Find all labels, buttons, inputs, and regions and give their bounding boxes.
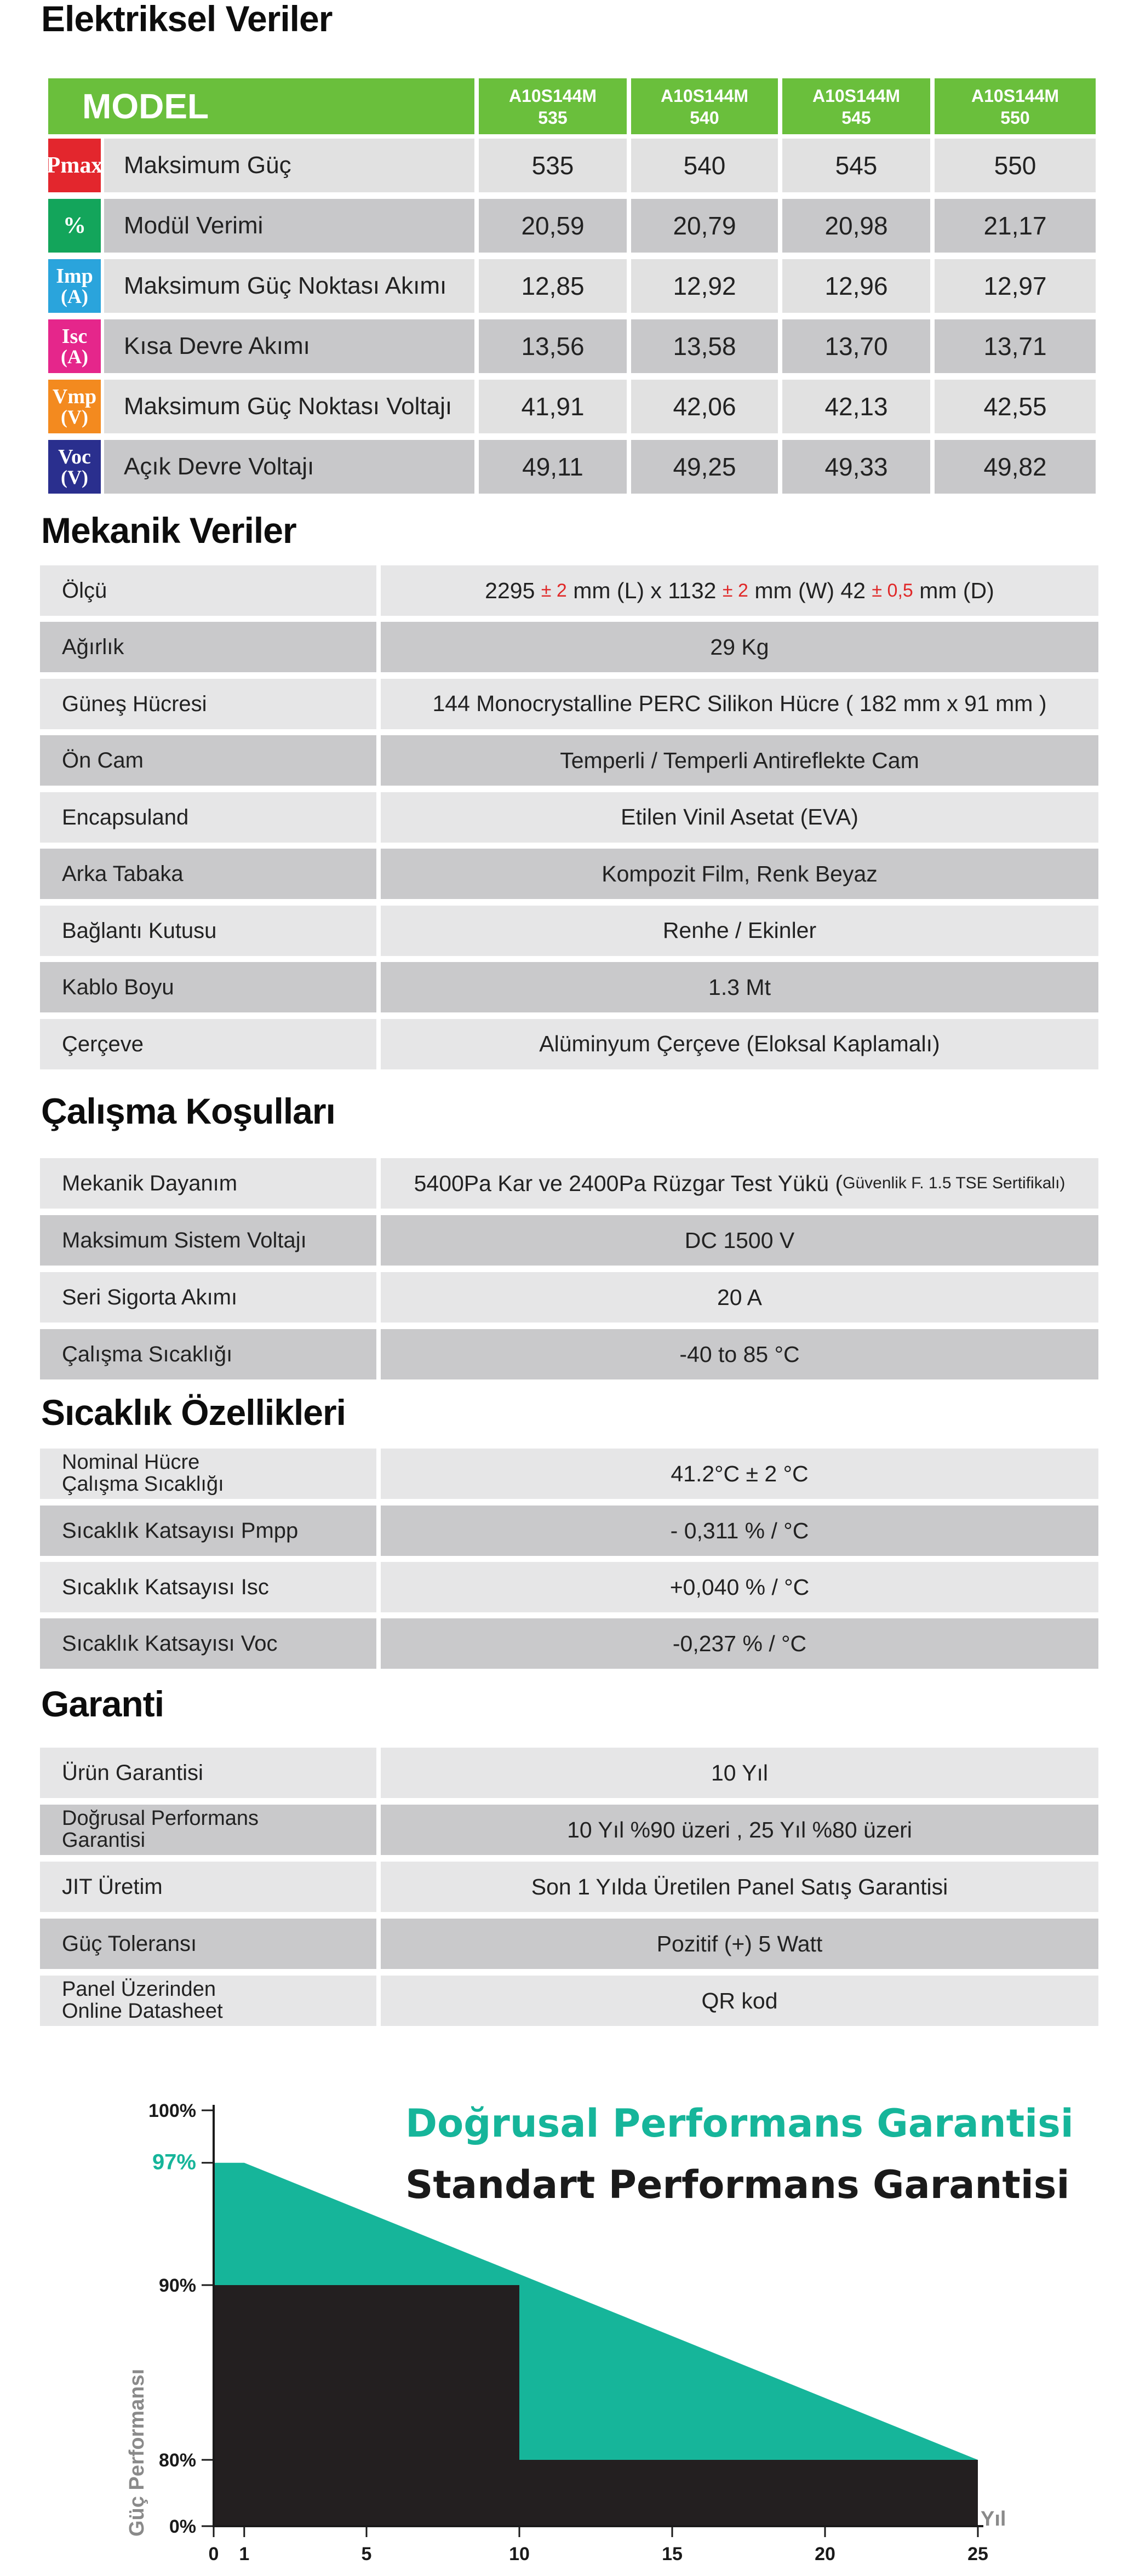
spec-label xyxy=(40,1976,376,2026)
model-name: A10S144M xyxy=(971,86,1059,106)
spec-label: Bağlantı Kutusu xyxy=(40,906,376,956)
temperature-heading: Sıcaklık Özellikleri xyxy=(41,1392,346,1433)
noct-row xyxy=(40,1449,1098,1499)
parameter-value: 20,98 xyxy=(782,199,930,253)
code-unit: (V) xyxy=(61,466,88,488)
label-line: Garantisi xyxy=(62,1829,146,1852)
spec-row xyxy=(40,735,1098,786)
spec-label: Arka Tabaka xyxy=(40,849,376,899)
x-tick-label: 0 xyxy=(208,2544,219,2564)
spec-value: +0,040 % / °C xyxy=(381,1562,1098,1612)
model-col-545 xyxy=(782,78,930,134)
spec-value: Alüminyum Çerçeve (Eloksal Kaplamalı) xyxy=(381,1019,1098,1069)
chart-subtitle: Standart Performans Garantisi xyxy=(405,2162,1070,2207)
spec-label: Seri Sigorta Akımı xyxy=(40,1272,376,1323)
parameter-value: 49,25 xyxy=(631,440,778,494)
spec-label: Kablo Boyu xyxy=(40,962,376,1012)
model-col-535 xyxy=(479,78,627,134)
parameter-value: 13,56 xyxy=(479,319,627,373)
length-value: 2295 xyxy=(485,577,535,603)
x-tick-label: 10 xyxy=(509,2544,530,2564)
y-tick-label: 0% xyxy=(169,2516,196,2537)
parameter-value: 49,82 xyxy=(935,440,1096,494)
spec-label: Ön Cam xyxy=(40,735,376,786)
spec-label: Maksimum Sistem Voltajı xyxy=(40,1215,376,1266)
spec-row xyxy=(40,1505,1098,1556)
width-tolerance: ± 2 xyxy=(722,580,748,601)
spec-label: Güneş Hücresi xyxy=(40,679,376,729)
model-power: 545 xyxy=(841,108,871,128)
spec-value: Etilen Vinil Asetat (EVA) xyxy=(381,792,1098,843)
y-axis-label: Güç Performansı xyxy=(125,2368,148,2537)
spec-value: Renhe / Ekinler xyxy=(381,906,1098,956)
parameter-value: 550 xyxy=(935,139,1096,192)
model-name: A10S144M xyxy=(812,86,901,106)
parameter-value: 540 xyxy=(631,139,778,192)
parameter-value: 41,91 xyxy=(479,380,627,433)
electrical-row xyxy=(48,319,1096,373)
code-symbol: Vmp xyxy=(52,385,97,408)
x-tick-label: 20 xyxy=(815,2544,835,2564)
electrical-row xyxy=(48,199,1096,253)
spec-label: Çerçeve xyxy=(40,1019,376,1069)
spec-value: Pozitif (+) 5 Watt xyxy=(381,1919,1098,1969)
performance-warranty-chart xyxy=(0,2071,1134,2576)
spec-label: Ürün Garantisi xyxy=(40,1748,376,1798)
spec-value: - 0,311 % / °C xyxy=(381,1505,1098,1556)
spec-label: JIT Üretim xyxy=(40,1862,376,1912)
spec-label: Sıcaklık Katsayısı Isc xyxy=(40,1562,376,1612)
mechanical-load-row xyxy=(40,1158,1098,1209)
model-header: MODEL xyxy=(48,78,474,134)
load-note: Güvenlik F. 1.5 TSE Sertifikalı) xyxy=(843,1174,1066,1192)
product-warranty-row xyxy=(40,1748,1098,1798)
parameter-label: Kısa Devre Akımı xyxy=(104,319,474,373)
tolerance-row xyxy=(40,1919,1098,1969)
spec-label: Mekanik Dayanım xyxy=(40,1158,376,1209)
mechanical-heading: Mekanik Veriler xyxy=(41,510,296,551)
y-tick-label: 80% xyxy=(158,2450,196,2471)
spec-label: Çalışma Sıcaklığı xyxy=(40,1329,376,1379)
code-unit: (V) xyxy=(61,406,88,428)
parameter-code-badge xyxy=(48,319,101,373)
load-value: 5400Pa Kar ve 2400Pa Rüzgar Test Yükü ( xyxy=(414,1170,843,1196)
parameter-code-badge xyxy=(48,139,101,192)
parameter-value: 20,59 xyxy=(479,199,627,253)
spec-row xyxy=(40,1272,1098,1323)
parameter-value: 13,58 xyxy=(631,319,778,373)
model-power: 540 xyxy=(690,108,719,128)
electrical-row xyxy=(48,259,1096,313)
online-datasheet-row xyxy=(40,1976,1098,2026)
parameter-code-badge xyxy=(48,199,101,253)
x-axis-label: Yıl xyxy=(981,2508,1006,2531)
electrical-row xyxy=(48,440,1096,494)
x-tick-label: 15 xyxy=(662,2544,683,2564)
spec-row xyxy=(40,962,1098,1012)
model-col-540 xyxy=(631,78,778,134)
spec-value: 41.2°C ± 2 °C xyxy=(381,1449,1098,1499)
spec-label: Güç Toleransı xyxy=(40,1919,376,1969)
spec-row xyxy=(40,1215,1098,1266)
spec-label xyxy=(40,1805,376,1855)
parameter-value: 13,71 xyxy=(935,319,1096,373)
y-tick-label: 90% xyxy=(158,2275,196,2296)
spec-value: Kompozit Film, Renk Beyaz xyxy=(381,849,1098,899)
code-symbol: Isc xyxy=(61,325,88,348)
length-tolerance: ± 2 xyxy=(541,580,567,601)
parameter-label: Açık Devre Voltajı xyxy=(104,440,474,494)
spec-value: 10 Yıl %90 üzeri , 25 Yıl %80 üzeri xyxy=(381,1805,1098,1855)
model-name: A10S144M xyxy=(508,86,597,106)
parameter-value: 42,06 xyxy=(631,380,778,433)
code-symbol: Pmax xyxy=(46,153,103,178)
spec-value: 1.3 Mt xyxy=(381,962,1098,1012)
spec-label: Ağırlık xyxy=(40,622,376,672)
parameter-value: 42,55 xyxy=(935,380,1096,433)
depth-tolerance: ± 0,5 xyxy=(872,580,913,601)
spec-row xyxy=(40,1329,1098,1379)
parameter-value: 20,79 xyxy=(631,199,778,253)
spec-row xyxy=(40,679,1098,729)
x-tick-label: 1 xyxy=(239,2544,250,2564)
electrical-heading: Elektriksel Veriler xyxy=(41,0,333,39)
electrical-row xyxy=(48,139,1096,192)
model-power: 550 xyxy=(1000,108,1030,128)
spec-row xyxy=(40,1019,1098,1069)
spec-value: Son 1 Yılda Üretilen Panel Satış Garantisi xyxy=(381,1862,1098,1912)
label-line: Çalışma Sıcaklığı xyxy=(62,1473,224,1496)
spec-row xyxy=(40,1618,1098,1669)
spec-value: DC 1500 V xyxy=(381,1215,1098,1266)
spec-label: Sıcaklık Katsayısı Pmpp xyxy=(40,1505,376,1556)
parameter-value: 12,85 xyxy=(479,259,627,313)
spec-label: Sıcaklık Katsayısı Voc xyxy=(40,1618,376,1669)
spec-value xyxy=(381,1158,1098,1209)
spec-row xyxy=(40,906,1098,956)
parameter-value: 545 xyxy=(782,139,930,192)
label-line: Online Datasheet xyxy=(62,2000,223,2023)
model-power: 535 xyxy=(538,108,568,128)
parameter-label: Maksimum Güç xyxy=(104,139,474,192)
spec-row xyxy=(40,1562,1098,1612)
linear-warranty-row xyxy=(40,1805,1098,1855)
parameter-value: 13,70 xyxy=(782,319,930,373)
jit-row xyxy=(40,1862,1098,1912)
y-tick-label: 100% xyxy=(148,2100,196,2121)
spec-value: 144 Monocrystalline PERC Silikon Hücre ( 182 mm x 91 mm ) xyxy=(381,679,1098,729)
spec-row xyxy=(40,622,1098,672)
spec-row xyxy=(40,849,1098,899)
code-symbol: Voc xyxy=(58,445,91,468)
size-row xyxy=(40,565,1098,616)
parameter-label: Maksimum Güç Noktası Akımı xyxy=(104,259,474,313)
spec-value: -0,237 % / °C xyxy=(381,1618,1098,1669)
label-line: Doğrusal Performans xyxy=(62,1807,259,1830)
y-tick-label: 97% xyxy=(152,2150,196,2174)
electrical-row xyxy=(48,380,1096,433)
label-line: Nominal Hücre xyxy=(62,1451,200,1474)
spec-value: 29 Kg xyxy=(381,622,1098,672)
spec-value: 10 Yıl xyxy=(381,1748,1098,1798)
chart-title: Doğrusal Performans Garantisi xyxy=(405,2101,1074,2146)
code-symbol: Imp xyxy=(56,265,93,288)
code-unit: (A) xyxy=(61,346,88,368)
spec-row xyxy=(40,792,1098,843)
code-unit: (A) xyxy=(61,285,88,307)
parameter-value: 49,11 xyxy=(479,440,627,494)
x-tick-label: 5 xyxy=(361,2544,372,2564)
spec-label xyxy=(40,1449,376,1499)
label-line: Panel Üzerinden xyxy=(62,1978,216,2001)
spec-label: Encapsuland xyxy=(40,792,376,843)
spec-value: -40 to 85 °C xyxy=(381,1329,1098,1379)
parameter-value: 535 xyxy=(479,139,627,192)
parameter-code-badge xyxy=(48,380,101,433)
length-unit: mm (L) x 1132 xyxy=(573,577,717,603)
parameter-code-badge xyxy=(48,440,101,494)
spec-value: QR kod xyxy=(381,1976,1098,2026)
spec-label: Ölçü xyxy=(40,565,376,616)
parameter-value: 12,96 xyxy=(782,259,930,313)
model-name: A10S144M xyxy=(660,86,749,106)
parameter-value: 21,17 xyxy=(935,199,1096,253)
model-col-550 xyxy=(935,78,1096,134)
parameter-value: 12,97 xyxy=(935,259,1096,313)
parameter-label: Modül Verimi xyxy=(104,199,474,253)
size-value xyxy=(381,565,1098,616)
operating-heading: Çalışma Koşulları xyxy=(41,1091,335,1131)
parameter-value: 12,92 xyxy=(631,259,778,313)
spec-value: 20 A xyxy=(381,1272,1098,1323)
width-unit: mm (W) 42 xyxy=(754,577,866,603)
parameter-code-badge xyxy=(48,259,101,313)
parameter-label: Maksimum Güç Noktası Voltajı xyxy=(104,380,474,433)
code-symbol: % xyxy=(63,213,86,238)
x-tick-label: 25 xyxy=(967,2544,988,2564)
spec-value: Temperli / Temperli Antireflekte Cam xyxy=(381,735,1098,786)
parameter-value: 42,13 xyxy=(782,380,930,433)
parameter-value: 49,33 xyxy=(782,440,930,494)
depth-unit: mm (D) xyxy=(919,577,994,603)
warranty-heading: Garanti xyxy=(41,1684,164,1724)
